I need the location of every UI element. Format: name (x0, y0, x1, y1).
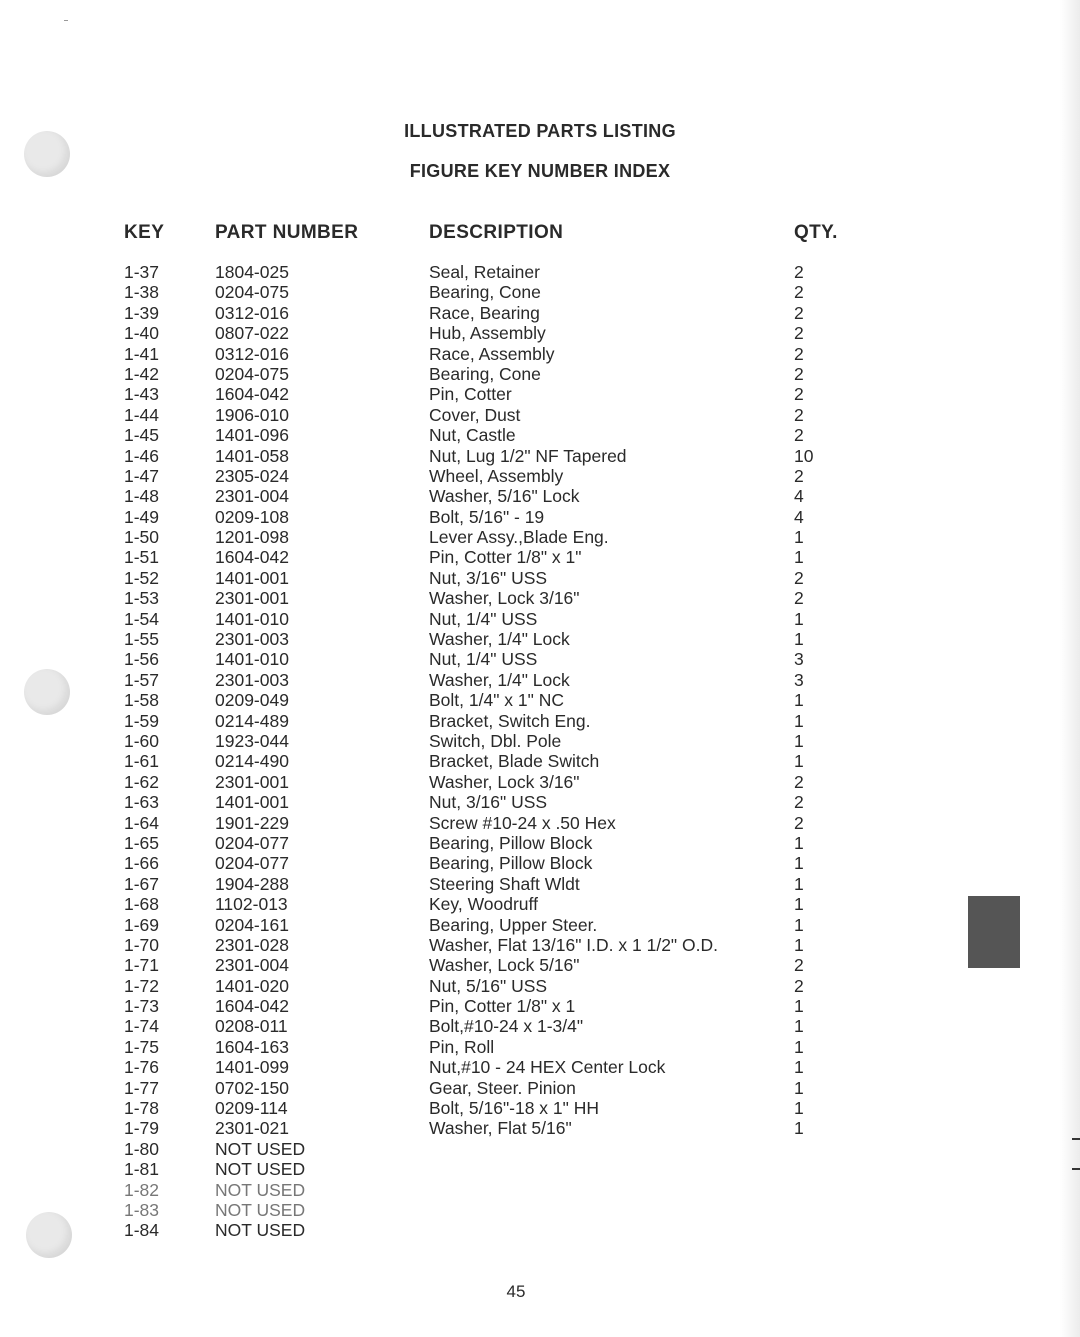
qty-cell: 4 (794, 506, 804, 527)
description-cell: Washer, Lock 3/16" (429, 588, 580, 609)
qty-cell: 2 (794, 404, 804, 425)
description-cell: Pin, Cotter 1/8" x 1 (429, 996, 576, 1017)
part-number-cell: NOT USED (215, 1199, 306, 1220)
key-cell: 1-63 (124, 792, 160, 813)
table-row (0, 996, 1000, 1016)
description-cell: Washer, Flat 5/16" (429, 1118, 572, 1139)
key-cell: 1-61 (124, 751, 160, 772)
part-number-cell: 0807-022 (215, 323, 289, 344)
table-row (0, 466, 1000, 486)
qty-cell: 2 (794, 343, 804, 364)
description-cell: Nut, 1/4" USS (429, 608, 538, 629)
table-row (0, 282, 1000, 302)
part-number-cell: 2301-028 (215, 934, 289, 955)
key-cell: 1-65 (124, 832, 160, 853)
key-cell: 1-83 (124, 1199, 160, 1220)
part-number-cell: 1401-020 (215, 975, 289, 996)
description-cell: Race, Bearing (429, 302, 540, 323)
key-cell: 1-67 (124, 873, 160, 894)
qty-cell: 1 (794, 934, 804, 955)
part-number-cell: 2301-021 (215, 1118, 289, 1139)
description-cell: Pin, Cotter 1/8" x 1" (429, 547, 582, 568)
description-cell: Pin, Roll (429, 1036, 495, 1057)
part-number-cell: 0214-489 (215, 710, 289, 731)
part-number-cell: 1901-229 (215, 812, 289, 833)
part-number-cell: 0209-049 (215, 690, 289, 711)
table-row (0, 833, 1000, 853)
table-row (0, 813, 1000, 833)
key-cell: 1-52 (124, 567, 160, 588)
key-cell: 1-73 (124, 996, 160, 1017)
description-cell: Washer, Lock 3/16" (429, 771, 580, 792)
qty-cell: 1 (794, 751, 804, 772)
qty-cell: 2 (794, 384, 804, 405)
description-cell: Washer, 1/4" Lock (429, 629, 570, 650)
table-row (0, 507, 1000, 527)
part-number-cell: 0204-077 (215, 832, 289, 853)
part-number-cell: 1401-096 (215, 425, 289, 446)
part-number-cell: 0312-016 (215, 302, 289, 323)
qty-cell: 2 (794, 323, 804, 344)
qty-cell: 1 (794, 1016, 804, 1037)
table-row (0, 588, 1000, 608)
qty-cell: 1 (794, 873, 804, 894)
table-row (0, 690, 1000, 710)
key-cell: 1-66 (124, 853, 160, 874)
table-row (0, 425, 1000, 445)
description-cell: Seal, Retainer (429, 262, 540, 282)
qty-cell: 1 (794, 832, 804, 853)
part-number-cell: 0312-016 (215, 343, 289, 364)
description-cell: Gear, Steer. Pinion (429, 1077, 576, 1098)
part-number-cell: 2301-004 (215, 486, 289, 507)
key-cell: 1-62 (124, 771, 160, 792)
key-cell: 1-40 (124, 323, 160, 344)
qty-cell: 1 (794, 527, 804, 548)
table-row (0, 1200, 1000, 1220)
key-cell: 1-59 (124, 710, 160, 731)
key-cell: 1-58 (124, 690, 160, 711)
scan-speck (64, 20, 68, 21)
part-number-cell: 0214-490 (215, 751, 289, 772)
edge-mark (1072, 1138, 1080, 1140)
qty-cell: 1 (794, 1118, 804, 1139)
qty-cell: 2 (794, 792, 804, 813)
qty-cell: 2 (794, 955, 804, 976)
description-cell: Washer, 5/16" Lock (429, 486, 580, 507)
qty-cell: 3 (794, 669, 804, 690)
key-cell: 1-47 (124, 465, 160, 486)
part-number-cell: 0209-114 (215, 1098, 288, 1119)
description-cell: Lever Assy.,Blade Eng. (429, 527, 609, 548)
column-header-key: KEY (124, 222, 165, 243)
part-number-cell: 1401-001 (215, 567, 289, 588)
table-row (0, 486, 1000, 506)
table-row (0, 1118, 1000, 1138)
key-cell: 1-38 (124, 282, 160, 303)
key-cell: 1-84 (124, 1220, 160, 1241)
table-row (0, 1180, 1000, 1200)
part-number-cell: 1604-042 (215, 547, 289, 568)
table-row (0, 1159, 1000, 1179)
key-cell: 1-79 (124, 1118, 160, 1139)
qty-cell: 2 (794, 975, 804, 996)
table-row (0, 772, 1000, 792)
description-cell: Switch, Dbl. Pole (429, 730, 562, 751)
description-cell: Bearing, Upper Steer. (429, 914, 598, 935)
page-number: 45 (506, 1282, 526, 1301)
description-cell: Nut,#10 - 24 HEX Center Lock (429, 1057, 666, 1078)
part-number-cell: 1401-099 (215, 1057, 289, 1078)
key-cell: 1-46 (124, 445, 160, 466)
description-cell: Bearing, Cone (429, 282, 541, 303)
key-cell: 1-69 (124, 914, 160, 935)
part-number-cell: 1804-025 (215, 262, 289, 282)
table-row (0, 1057, 1000, 1077)
qty-cell: 1 (794, 894, 804, 915)
description-cell: Pin, Cotter (429, 384, 512, 405)
key-cell: 1-60 (124, 730, 160, 751)
table-row (0, 364, 1000, 384)
qty-cell: 1 (794, 1077, 804, 1098)
description-cell: Bolt,#10-24 x 1-3/4" (429, 1016, 584, 1037)
part-number-cell: 0209-108 (215, 506, 289, 527)
key-cell: 1-56 (124, 649, 160, 670)
qty-cell: 4 (794, 486, 804, 507)
qty-cell: 10 (794, 445, 814, 466)
key-cell: 1-72 (124, 975, 160, 996)
qty-cell: 2 (794, 812, 804, 833)
key-cell: 1-43 (124, 384, 160, 405)
qty-cell: 1 (794, 710, 804, 731)
description-cell: Bearing, Pillow Block (429, 853, 593, 874)
part-number-cell: 2301-003 (215, 669, 289, 690)
part-number-cell: 0204-161 (215, 914, 289, 935)
part-number-cell: 1904-288 (215, 873, 289, 894)
part-number-cell: 2301-003 (215, 629, 289, 650)
table-row (0, 711, 1000, 731)
key-cell: 1-45 (124, 425, 160, 446)
description-cell: Bearing, Cone (429, 363, 541, 384)
table-row (0, 527, 1000, 547)
table-row (0, 1016, 1000, 1036)
table-row (0, 1098, 1000, 1118)
qty-cell: 2 (794, 363, 804, 384)
description-cell: Bolt, 5/16"-18 x 1" HH (429, 1098, 600, 1119)
table-row (0, 853, 1000, 873)
table-row (0, 955, 1000, 975)
qty-cell: 1 (794, 1057, 804, 1078)
qty-cell: 2 (794, 282, 804, 303)
key-cell: 1-76 (124, 1057, 160, 1078)
column-header-qty: QTY. (794, 222, 838, 243)
table-row (0, 344, 1000, 364)
table-row (0, 874, 1000, 894)
description-cell: Screw #10-24 x .50 Hex (429, 812, 616, 833)
table-row (0, 976, 1000, 996)
qty-cell: 1 (794, 690, 804, 711)
table-row (0, 568, 1000, 588)
qty-cell: 2 (794, 771, 804, 792)
key-cell: 1-75 (124, 1036, 160, 1057)
key-cell: 1-55 (124, 629, 160, 650)
key-cell: 1-80 (124, 1138, 160, 1159)
part-number-cell: 2301-004 (215, 955, 289, 976)
column-header-part-number: PART NUMBER (215, 222, 359, 243)
part-number-cell: 1604-042 (215, 384, 289, 405)
table-row (0, 547, 1000, 567)
part-number-cell: 0204-075 (215, 282, 289, 303)
qty-cell: 1 (794, 629, 804, 650)
qty-cell: 3 (794, 649, 804, 670)
description-cell: Washer, Lock 5/16" (429, 955, 580, 976)
qty-cell: 1 (794, 914, 804, 935)
part-number-cell: 1401-010 (215, 649, 289, 670)
table-row (0, 894, 1000, 914)
part-number-cell: 1401-001 (215, 792, 289, 813)
key-cell: 1-50 (124, 527, 160, 548)
qty-cell: 1 (794, 1098, 804, 1119)
table-row (0, 1078, 1000, 1098)
table-row (0, 1220, 1000, 1240)
table-row (0, 792, 1000, 812)
qty-cell: 1 (794, 996, 804, 1017)
part-number-cell: 0204-075 (215, 363, 289, 384)
part-number-cell: NOT USED (215, 1179, 306, 1200)
key-cell: 1-39 (124, 302, 160, 323)
part-number-cell: NOT USED (215, 1159, 306, 1180)
description-cell: Race, Assembly (429, 343, 555, 364)
description-cell: Bolt, 1/4" x 1" NC (429, 690, 564, 711)
key-cell: 1-57 (124, 669, 160, 690)
table-row (0, 649, 1000, 669)
part-number-cell: 1201-098 (215, 527, 289, 548)
qty-cell: 2 (794, 567, 804, 588)
description-cell: Bracket, Switch Eng. (429, 710, 591, 731)
parts-table (0, 262, 1000, 1241)
description-cell: Nut, 1/4" USS (429, 649, 538, 670)
description-cell: Hub, Assembly (429, 323, 546, 344)
part-number-cell: 1401-058 (215, 445, 289, 466)
table-row (0, 405, 1000, 425)
part-number-cell: 0702-150 (215, 1077, 289, 1098)
column-header-description: DESCRIPTION (429, 222, 564, 243)
edge-mark (1072, 1168, 1080, 1170)
part-number-cell: 1604-042 (215, 996, 289, 1017)
qty-cell: 2 (794, 425, 804, 446)
key-cell: 1-68 (124, 894, 160, 915)
part-number-cell: 1604-163 (215, 1036, 289, 1057)
key-cell: 1-78 (124, 1098, 160, 1119)
key-cell: 1-44 (124, 404, 160, 425)
part-number-cell: 1923-044 (215, 730, 289, 751)
table-row (0, 303, 1000, 323)
part-number-cell: NOT USED (215, 1220, 306, 1241)
table-row (0, 670, 1000, 690)
description-cell: Bolt, 5/16" - 19 (429, 506, 545, 527)
key-cell: 1-70 (124, 934, 160, 955)
qty-cell: 2 (794, 262, 804, 282)
qty-cell: 2 (794, 302, 804, 323)
qty-cell: 1 (794, 608, 804, 629)
qty-cell: 1 (794, 730, 804, 751)
description-cell: Key, Woodruff (429, 894, 538, 915)
table-row (0, 609, 1000, 629)
key-cell: 1-81 (124, 1159, 160, 1180)
part-number-cell: 1401-010 (215, 608, 289, 629)
key-cell: 1-41 (124, 343, 160, 364)
description-cell: Bearing, Pillow Block (429, 832, 593, 853)
description-cell: Cover, Dust (429, 404, 521, 425)
part-number-cell: 2305-024 (215, 465, 289, 486)
part-number-cell: 1906-010 (215, 404, 289, 425)
key-cell: 1-77 (124, 1077, 160, 1098)
description-cell: Nut, 3/16" USS (429, 567, 548, 588)
table-row (0, 262, 1000, 282)
description-cell: Steering Shaft Wldt (429, 873, 580, 894)
table-row (0, 1139, 1000, 1159)
part-number-cell: 0204-077 (215, 853, 289, 874)
table-row (0, 915, 1000, 935)
description-cell: Wheel, Assembly (429, 465, 564, 486)
table-row (0, 731, 1000, 751)
page-subtitle: FIGURE KEY NUMBER INDEX (409, 161, 671, 181)
key-cell: 1-48 (124, 486, 160, 507)
table-row (0, 323, 1000, 343)
key-cell: 1-49 (124, 506, 160, 527)
part-number-cell: NOT USED (215, 1138, 306, 1159)
key-cell: 1-42 (124, 363, 160, 384)
key-cell: 1-37 (124, 262, 160, 282)
part-number-cell: 1102-013 (215, 894, 288, 915)
key-cell: 1-71 (124, 955, 160, 976)
table-row (0, 1037, 1000, 1057)
description-cell: Nut, Castle (429, 425, 516, 446)
key-cell: 1-64 (124, 812, 160, 833)
description-cell: Nut, 3/16" USS (429, 792, 548, 813)
key-cell: 1-51 (124, 547, 160, 568)
page-edge-shadow (1060, 0, 1080, 1337)
description-cell: Washer, 1/4" Lock (429, 669, 570, 690)
table-row (0, 935, 1000, 955)
key-cell: 1-74 (124, 1016, 160, 1037)
description-cell: Bracket, Blade Switch (429, 751, 600, 772)
key-cell: 1-53 (124, 588, 160, 609)
table-row (0, 446, 1000, 466)
table-row (0, 384, 1000, 404)
description-cell: Washer, Flat 13/16" I.D. x 1 1/2" O.D. (429, 934, 718, 955)
qty-cell: 2 (794, 465, 804, 486)
table-row (0, 751, 1000, 771)
table-row (0, 629, 1000, 649)
description-cell: Nut, 5/16" USS (429, 975, 548, 996)
qty-cell: 1 (794, 547, 804, 568)
part-number-cell: 2301-001 (215, 588, 289, 609)
page-title: ILLUSTRATED PARTS LISTING (404, 121, 676, 141)
key-cell: 1-54 (124, 608, 160, 629)
part-number-cell: 0208-011 (215, 1016, 288, 1037)
qty-cell: 1 (794, 1036, 804, 1057)
qty-cell: 1 (794, 853, 804, 874)
part-number-cell: 2301-001 (215, 771, 289, 792)
description-cell: Nut, Lug 1/2" NF Tapered (429, 445, 627, 466)
qty-cell: 2 (794, 588, 804, 609)
key-cell: 1-82 (124, 1179, 160, 1200)
